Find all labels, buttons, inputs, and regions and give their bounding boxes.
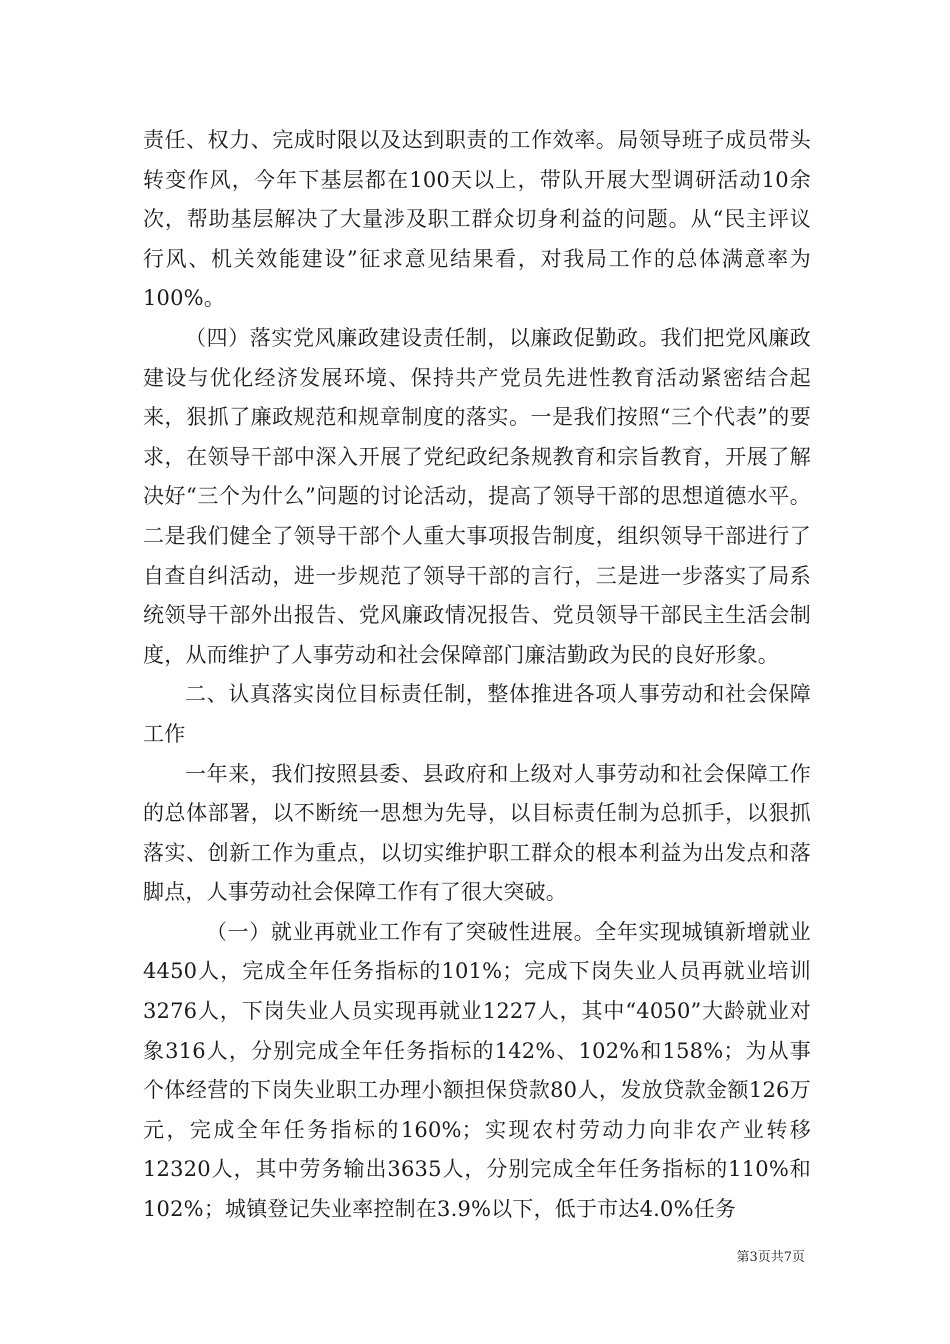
paragraph-responsibility-efficiency: 责任、权力、完成时限以及达到职责的工作效率。局领导班子成员带头转变作风，今年下基层都在100天以上，带队开展大型调研活动10余次，帮助基层解决了大量涉及职工群众切身利益的问题。从“民主评议行风、机关效能建设”征求意见结果看，对我局工作的总体满意率为100%。 [143,128,811,311]
section-heading-two: 二、认真落实岗位目标责任制，整体推进各项人事劳动和社会保障工作 [143,682,811,746]
page-number: 第3页共7页 [736,1250,805,1265]
paragraph-year-summary: 一年来，我们按照县委、县政府和上级对人事劳动和社会保障工作的总体部署，以不断统一思想为先导，以目标责任制为总抓手，以狠抓落实、创新工作为重点，以切实维护职工群众的根本利益为出发点和落脚点，人事劳动社会保障工作有了很大突破。 [143,761,811,905]
paragraph-employment-progress: （一）就业再就业工作有了突破性进展。全年实现城镇新增就业4450人，完成全年任务指标的101%；完成下岗失业人员再就业培训3276人，下岗失业人员实现再就业1227人，其中“4050”大龄就业对象316人，分别完成全年任务指标的142%、102%和158%；为从事个体经营的下岗失业职工办理小额担保贷款80人，发放贷款金额126万元，完成全年任务指标的160%；实现农村劳动力向非农产业转移12320人，其中劳务输出3635人，分别完成全年任务指标的110%和102%；城镇登记失业率控制在3.9%以下，低于市达4.0%任务 [143,919,811,1222]
paragraph-anti-corruption: （四）落实党风廉政建设责任制，以廉政促勤政。我们把党风廉政建设与优化经济发展环境、保持共产党员先进性教育活动紧密结合起来，狠抓了廉政规范和规章制度的落实。一是我们按照“三个代表”的要求，在领导干部中深入开展了党纪政纪条规教育和宗旨教育，开展了解决好“三个为什么”问题的讨论活动，提高了领导干部的思想道德水平。二是我们健全了领导干部个人重大事项报告制度，组织领导干部进行了自查自纠活动，进一步规范了领导干部的言行，三是进一步落实了局系统领导干部外出报告、党风廉政情况报告、党员领导干部民主生活会制度，从而维护了人事劳动和社会保障部门廉洁勤政为民的良好形象。 [143,325,811,667]
document-body [143,121,811,1230]
